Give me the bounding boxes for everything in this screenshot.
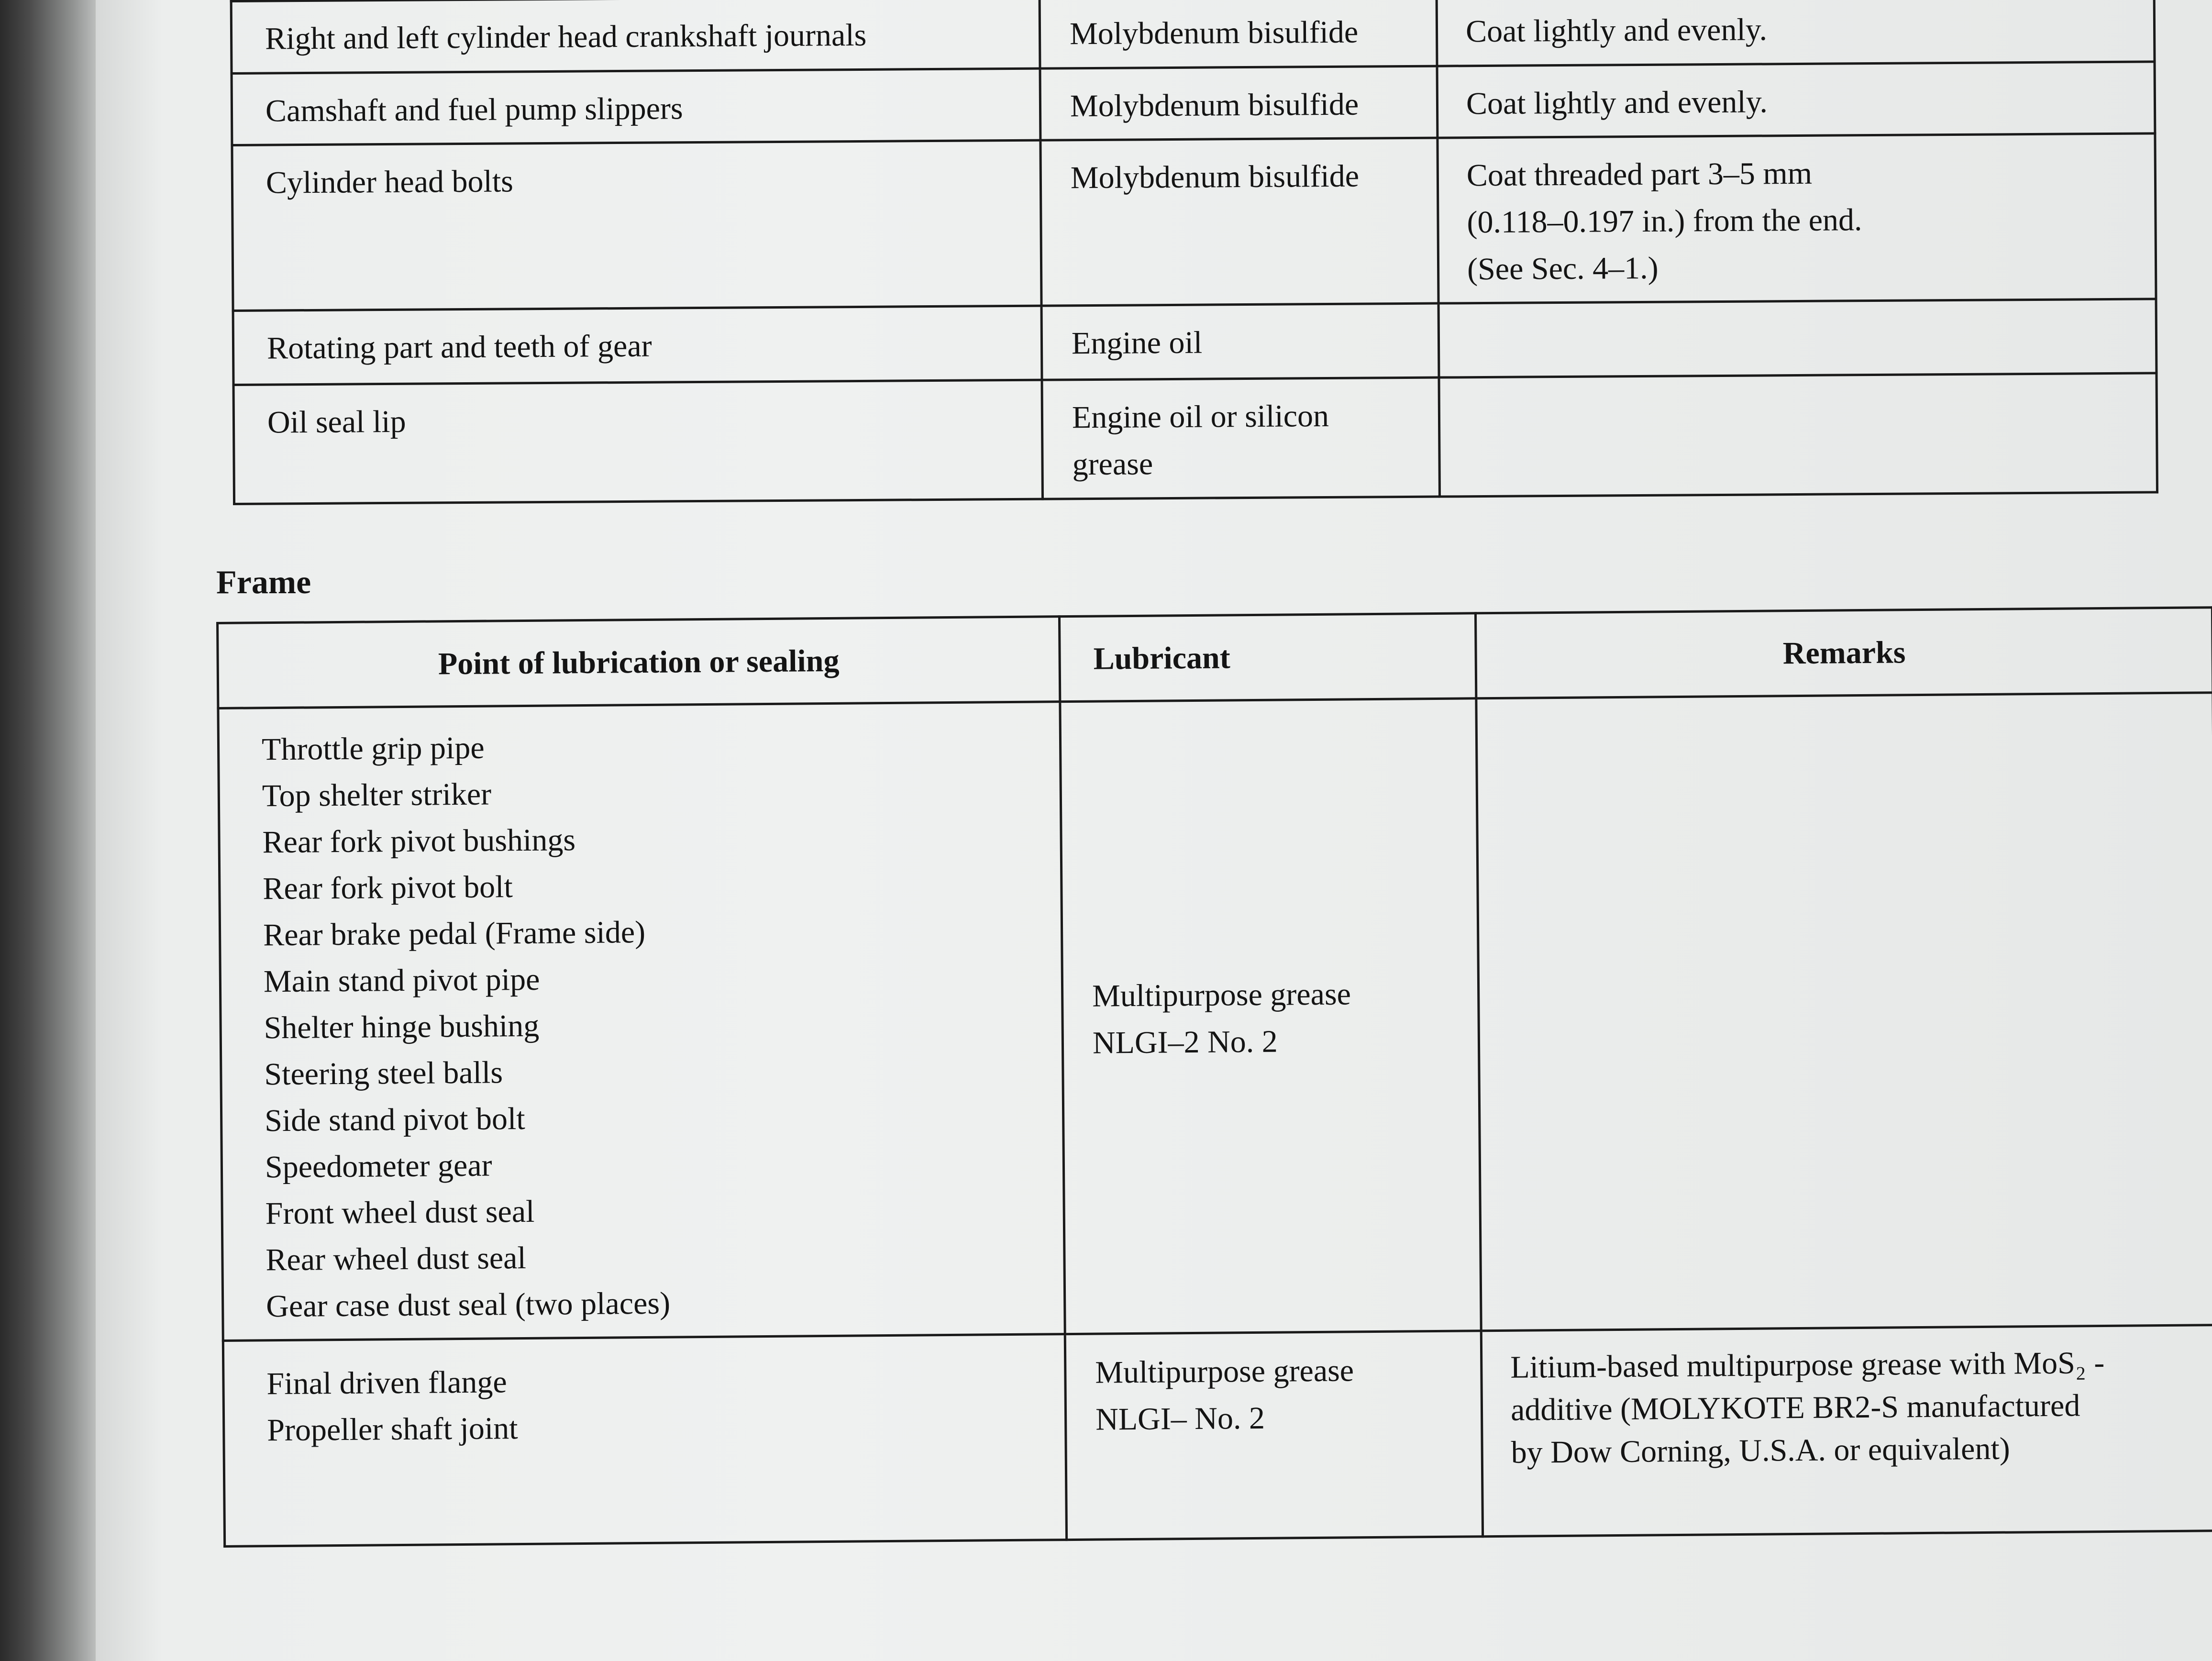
table-row-group2	[223, 1325, 2212, 1547]
list-item: Gear case dust seal (two places)	[265, 1285, 671, 1324]
list-item: Speedometer gear	[265, 1148, 492, 1185]
lubricant-cell: Molybdenum bisulfide	[1070, 158, 1360, 196]
list-item: Shelter hinge bushing	[264, 1008, 540, 1046]
lubrication-points-list	[224, 1335, 1065, 1463]
remarks-cell: Coat lightly and evenly.	[1466, 84, 1768, 121]
lubricant-cell: Multipurpose grease NLGI–2 No. 2	[1092, 976, 1351, 1061]
remarks-cell	[1477, 694, 2212, 722]
remarks-cell	[1440, 300, 2155, 328]
column-header-lubricant: Lubricant	[1093, 640, 1230, 676]
table-row	[231, 0, 2155, 73]
list-item: Rear wheel dust seal	[265, 1240, 527, 1278]
frame-lubrication-table	[216, 606, 2212, 1548]
list-item: Rear fork pivot bushings	[262, 822, 576, 860]
list-item: Steering steel balls	[264, 1055, 503, 1092]
remarks-cell: Litium-based multipurpose grease with MoS₂ - additive (MOLYKOTE BR2-S manufactured by Dow Corning, U.S.A. or equivalent)	[1510, 1345, 2105, 1470]
table-row	[232, 62, 2155, 145]
list-item: Propeller shaft joint	[266, 1411, 518, 1448]
point-cell: Cylinder head bolts	[265, 164, 514, 200]
point-cell: Rotating part and teeth of gear	[266, 328, 652, 366]
remarks-cell: Coat lightly and evenly.	[1465, 12, 1768, 49]
lubricant-cell: Multipurpose grease NLGI– No. 2	[1095, 1353, 1354, 1437]
list-item: Rear brake pedal (Frame side)	[263, 914, 646, 953]
point-cell: Camshaft and fuel pump slippers	[265, 90, 683, 129]
point-cell: Oil seal lip	[267, 404, 406, 440]
remarks-cell: Coat threaded part 3–5 mm (0.118–0.197 in.) from the end. (See Sec. 4–1.)	[1466, 156, 1862, 287]
list-item: Side stand pivot bolt	[264, 1101, 525, 1139]
point-cell: Right and left cylinder head crankshaft journals	[265, 17, 867, 56]
list-item: Top shelter striker	[262, 776, 492, 814]
table-row	[233, 299, 2157, 385]
list-item: Final driven flange	[266, 1364, 507, 1402]
table-row	[233, 373, 2157, 504]
column-header-point: Point of lubrication or sealing	[438, 643, 840, 682]
lubricant-cell: Molybdenum bisulfide	[1070, 87, 1359, 123]
column-header-remarks: Remarks	[1782, 634, 1906, 671]
table-header-row	[218, 608, 2212, 709]
table-row-group1	[218, 693, 2212, 1341]
lubricant-cell: Engine oil	[1071, 325, 1203, 361]
lubricant-cell: Molybdenum bisulfide	[1069, 14, 1359, 52]
section-heading-frame: Frame	[216, 564, 311, 601]
list-item: Main stand pivot pipe	[263, 962, 540, 999]
list-item: Rear fork pivot bolt	[263, 869, 513, 907]
remarks-cell	[1440, 375, 2155, 402]
table-row	[232, 133, 2156, 311]
lubrication-points-list	[219, 703, 1063, 1340]
list-item: Throttle grip pipe	[261, 730, 485, 767]
engine-lubrication-table	[230, 0, 2158, 505]
lubricant-cell: Engine oil or silicon grease	[1072, 399, 1329, 482]
list-item: Front wheel dust seal	[265, 1194, 535, 1231]
